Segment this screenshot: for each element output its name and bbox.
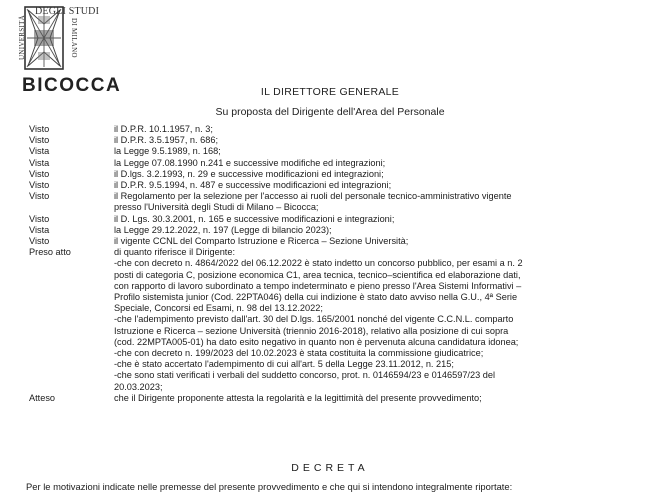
- page-subtitle: Su proposta del Dirigente dell'Area del Personale: [215, 106, 445, 118]
- premise-line: la Legge 07.08.1990 n.241 e successive modifiche ed integrazioni;: [114, 157, 386, 168]
- premise-line: la Legge 29.12.2022, n. 197 (Legge di bilancio 2023);: [114, 224, 332, 235]
- premise-line: -che con decreto n. 4864/2022 del 06.12.2022 è stato indetto un concorso pubblico, per esami a n. 2: [114, 258, 523, 269]
- premise-row: [29, 124, 649, 135]
- premise-row: [29, 146, 649, 157]
- premise-label: Vista: [29, 224, 50, 235]
- premise-line: -che con decreto n. 199/2023 del 10.02.2023 è stata costituita la commissione giudicatrice;: [114, 348, 484, 359]
- premise-label: Visto: [29, 213, 50, 224]
- premise-line: il Regolamento per la selezione per l'accesso ai ruoli del personale tecnico-amministrativo vigente: [114, 191, 512, 202]
- premise-line: il vigente CCNL del Comparto Istruzione e Ricerca – Sezione Università;: [114, 236, 409, 247]
- premise-row: [29, 393, 649, 404]
- premise-row: [29, 214, 649, 225]
- premise-line: posti di categoria C, posizione economica C1, area tecnica, tecnico–scientifica ed elaborazione dati,: [114, 269, 521, 280]
- premise-line: Profilo sistemista junior (Cod. 22PTA046) della cui indizione è stato dato avviso nella G.U., 4ª Serie: [114, 292, 518, 303]
- premise-label: Preso atto: [29, 247, 71, 258]
- premise-text: [114, 393, 649, 404]
- seal-text-left: UNIVERSITÀ: [18, 15, 26, 61]
- logo-wordmark: BICOCCA: [22, 75, 122, 96]
- final-paragraph: Per le motivazioni indicate nelle premesse del presente provvedimento e che qui si intendono integralmente riportate:: [26, 481, 513, 492]
- premise-line: presso l'Università degli Studi di Milano – Bicocca;: [114, 202, 319, 213]
- premise-row: [29, 135, 649, 146]
- premise-row: [29, 247, 649, 393]
- premise-text: [114, 158, 649, 169]
- premise-text: [114, 214, 649, 225]
- seal-text-top: DEGLI STUDI: [35, 6, 100, 17]
- premise-line: il D.P.R. 9.5.1994, n. 487 e successive modificazioni ed integrazioni;: [114, 180, 392, 191]
- premise-text: [114, 169, 649, 180]
- page-title: IL DIRETTORE GENERALE: [260, 86, 400, 98]
- premise-label: Visto: [29, 180, 50, 191]
- premise-row: [29, 236, 649, 247]
- premise-text: [114, 180, 649, 191]
- premise-line: il D.P.R. 3.5.1957, n. 686;: [114, 135, 219, 146]
- premises-list: [29, 124, 649, 404]
- premise-line: -che l'adempimento previsto dall'art. 30 del D.lgs. 165/2001 nonché del vigente C.C.N.L. comparto: [114, 314, 514, 325]
- premise-label: Visto: [29, 236, 50, 247]
- premise-text: [114, 124, 649, 135]
- premise-line: il D. Lgs. 30.3.2001, n. 165 e successive modificazioni e integrazioni;: [114, 213, 395, 224]
- premise-row: [29, 225, 649, 236]
- premise-text: [114, 135, 649, 146]
- university-logo: [18, 6, 130, 98]
- premise-row: [29, 169, 649, 180]
- premise-label: Visto: [29, 124, 50, 134]
- premise-row: [29, 191, 649, 213]
- premise-line: Istruzione e Ricerca – sezione Università (triennio 2016-2018), relativo alla posizione di cui sopra: [114, 325, 509, 336]
- premise-line: (cod. 22MPTA005-01) ha dato esito negativo in quanto non è pervenuta alcuna candidatura idonea;: [114, 336, 519, 347]
- premise-line: -che sono stati verificati i verbali del suddetto concorso, prot. n. 0146594/23 e 0146597/23 del: [114, 370, 496, 381]
- premise-text: [114, 247, 649, 393]
- premise-label: Vista: [29, 146, 50, 157]
- seal-text-right: DI MILANO: [70, 18, 78, 58]
- premise-line: la Legge 9.5.1989, n. 168;: [114, 146, 221, 157]
- premise-label: Visto: [29, 168, 50, 179]
- premise-line: il D.P.R. 10.1.1957, n. 3;: [114, 124, 213, 134]
- premise-text: [114, 236, 649, 247]
- premise-line: Speciale, Concorsi ed Esami, n. 98 del 13.12.2022;: [114, 303, 323, 314]
- premise-label: Visto: [29, 135, 50, 146]
- premise-text: [114, 191, 649, 213]
- premise-line: di quanto riferisce il Dirigente:: [114, 247, 236, 258]
- premise-row: [29, 180, 649, 191]
- premise-label: Visto: [29, 191, 50, 202]
- premise-line: -che è stato accertato l'adempimento di cui all'art. 5 della Legge 23.11.2012, n. 215;: [114, 359, 454, 370]
- premise-line: con rapporto di lavoro subordinato a tempo indeterminato e pieno presso l'Area Sistemi Informativi –: [114, 280, 522, 291]
- premise-line: il D.lgs. 3.2.1993, n. 29 e successive modificazioni ed integrazioni;: [114, 168, 384, 179]
- premise-text: [114, 225, 649, 236]
- decreta-heading: DECRETA: [291, 462, 369, 474]
- premise-text: [114, 146, 649, 157]
- premise-row: [29, 158, 649, 169]
- premise-line: 20.03.2023;: [114, 381, 163, 392]
- premise-line: che il Dirigente proponente attesta la regolarità e la legittimità del presente provvedimento;: [114, 392, 482, 403]
- premise-label: Atteso: [29, 392, 56, 403]
- premise-label: Vista: [29, 157, 50, 168]
